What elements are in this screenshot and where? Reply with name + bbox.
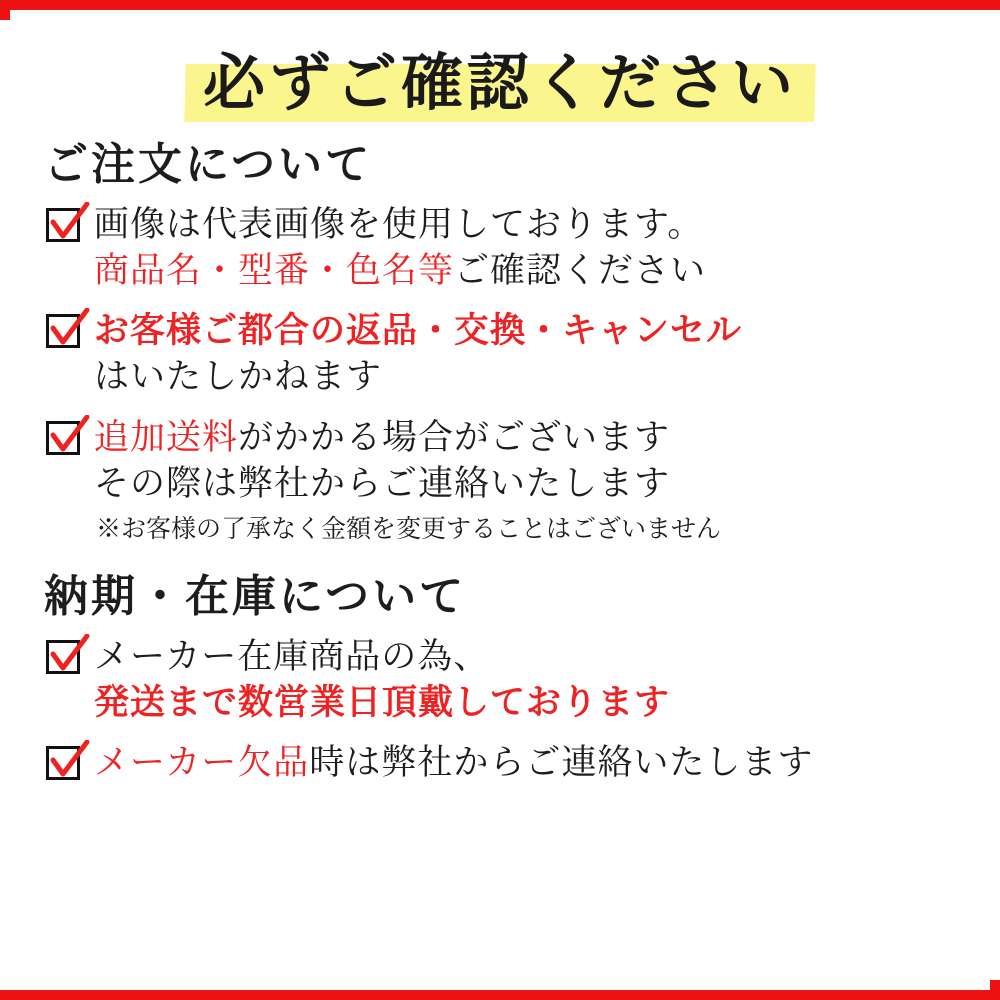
list-item-line: メーカー在庫商品の為、 <box>94 636 490 677</box>
list-item-line <box>94 740 960 786</box>
checkbox-checked-icon <box>46 640 84 678</box>
list-item <box>46 415 960 545</box>
list-item-line: その際は弊社からご連絡いたします <box>94 463 671 504</box>
section-heading-order: ご注文について <box>44 139 373 191</box>
list-item-line: お客様ご都合の返品・交換・キャンセル <box>94 310 743 352</box>
notice-content <box>0 10 1000 990</box>
list-item <box>46 308 960 400</box>
list-item-line: はいたしかねます <box>94 357 383 398</box>
checkbox-checked-icon <box>46 421 84 459</box>
check-mark-icon <box>50 415 90 457</box>
page-title-wrap <box>40 48 960 121</box>
section-heading-delivery: 納期・在庫について <box>44 571 467 623</box>
list-item-lines <box>94 634 960 726</box>
page-title-text: 必ずご確認ください <box>202 46 797 119</box>
plain-text: がかかる場合がございます <box>238 417 671 458</box>
list-item <box>46 634 960 726</box>
list-item-note: ※お客様の了承なく金額を変更することはございません <box>96 514 722 544</box>
list-item-lines <box>94 415 960 545</box>
check-mark-icon <box>50 740 90 782</box>
check-mark-icon <box>50 634 90 676</box>
list-item-lines <box>94 308 960 400</box>
list-item-lines <box>94 202 960 294</box>
plain-text: ご確認ください <box>454 251 707 292</box>
list-item-line: 画像は代表画像を使用しております。 <box>94 204 704 245</box>
emphasis-text: メーカー欠品 <box>94 743 310 784</box>
checkbox-checked-icon <box>46 746 84 784</box>
list-item-line: 発送まで数営業日頂戴しております <box>94 682 671 723</box>
check-mark-icon <box>50 308 90 350</box>
list-item-lines <box>94 740 960 786</box>
page-title <box>185 48 815 121</box>
list-item-line <box>94 415 960 461</box>
checkbox-checked-icon <box>46 314 84 352</box>
emphasis-text: 追加送料 <box>94 417 239 458</box>
checkbox-checked-icon <box>46 208 84 246</box>
list-item <box>46 740 960 786</box>
plain-text: 時は弊社からご連絡いたします <box>309 743 814 784</box>
list-item <box>46 202 960 294</box>
check-mark-icon <box>50 202 90 244</box>
list-item-line <box>94 248 960 294</box>
emphasis-text: 商品名・型番・色名等 <box>94 251 455 292</box>
